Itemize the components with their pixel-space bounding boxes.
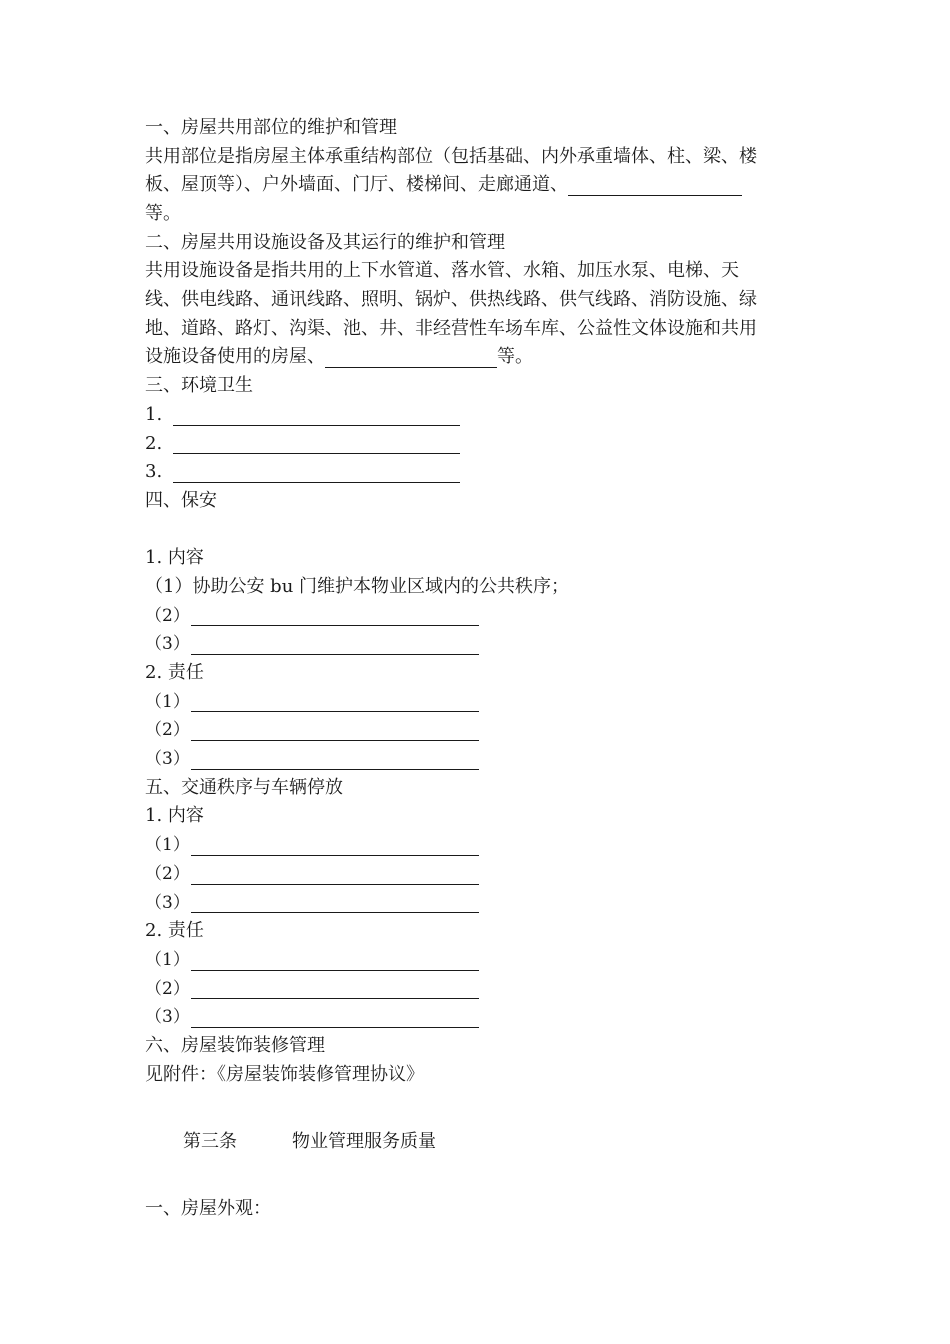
blank-line <box>145 1167 805 1196</box>
section-2-text-line-4-start: 设施设备使用的房屋、 <box>145 346 325 368</box>
article-title: 物业管理服务质量 <box>292 1131 436 1153</box>
item-number: （2） <box>145 863 190 884</box>
section-4-responsibility-item <box>145 716 805 745</box>
section-1-text-line-1: 共用部位是指房屋主体承重结构部位（包括基础、内外承重墙体、柱、梁、楼 <box>145 145 757 167</box>
item-number: （1） <box>145 949 190 970</box>
fill-in-blank[interactable] <box>191 749 479 770</box>
blank-line <box>145 1089 805 1118</box>
item-number: （3） <box>145 634 190 655</box>
section-5-content-item <box>145 831 805 860</box>
section-2-text-line-4-end: 等。 <box>497 346 533 368</box>
fill-in-blank[interactable] <box>191 864 479 885</box>
section-4-content-item <box>145 630 805 659</box>
fill-in-blank[interactable] <box>191 978 479 999</box>
fill-in-blank[interactable] <box>191 835 479 856</box>
item-number: 3. <box>145 461 163 483</box>
quality-section-1-title: 一、房屋外观： <box>145 1198 271 1220</box>
item-number: （2） <box>145 720 190 741</box>
section-3-item <box>145 430 805 459</box>
fill-in-blank[interactable] <box>191 634 479 655</box>
fill-in-blank[interactable] <box>173 433 460 454</box>
blank-line <box>145 516 805 545</box>
section-5-responsibility-item <box>145 1003 805 1032</box>
section-2-text-line-3: 地、道路、路灯、沟渠、池、井、非经营性车场车库、公益性文体设施和共用 <box>145 317 757 339</box>
fill-in-blank[interactable] <box>568 175 742 196</box>
section-4-responsibility-item <box>145 688 805 717</box>
section-6-title: 六、房屋装饰装修管理 <box>145 1034 325 1056</box>
item-number: （3） <box>145 1007 190 1028</box>
section-1-text-line-2 <box>145 171 805 200</box>
item-number: （2） <box>145 605 190 626</box>
fill-in-blank[interactable] <box>191 605 479 626</box>
section-2-text-line-1: 共用设施设备是指共用的上下水管道、落水管、水箱、加压水泵、电梯、天 <box>145 260 739 282</box>
section-4-content-heading: 1. 内容 <box>145 547 204 569</box>
section-5-responsibility-heading: 2. 责任 <box>145 920 204 942</box>
section-5-responsibility-item <box>145 946 805 975</box>
section-4-content-item <box>145 602 805 631</box>
article-heading <box>145 1128 805 1157</box>
fill-in-blank[interactable] <box>191 720 479 741</box>
section-5-content-item <box>145 860 805 889</box>
item-number: （2） <box>145 978 190 999</box>
fill-in-blank[interactable] <box>191 892 479 913</box>
section-6-text: 见附件：《房屋装饰装修管理协议》 <box>145 1063 424 1085</box>
section-3-item <box>145 401 805 430</box>
section-2-text-line-4 <box>145 344 805 373</box>
section-3-item <box>145 458 805 487</box>
section-1-title: 一、房屋共用部位的维护和管理 <box>145 116 397 138</box>
item-number: 2. <box>145 432 163 454</box>
section-5-responsibility-item <box>145 975 805 1004</box>
section-5-content-heading: 1. 内容 <box>145 805 204 827</box>
item-number: （1） <box>145 835 190 856</box>
fill-in-blank[interactable] <box>191 1007 479 1028</box>
fill-in-blank[interactable] <box>173 405 460 426</box>
section-4-responsibility-heading: 2. 责任 <box>145 662 204 684</box>
section-2-title: 二、房屋共用设施设备及其运行的维护和管理 <box>145 231 505 253</box>
section-2-text-line-2: 线、供电线路、通讯线路、照明、锅炉、供热线路、供气线路、消防设施、绿 <box>145 289 757 311</box>
fill-in-blank[interactable] <box>325 347 497 368</box>
fill-in-blank[interactable] <box>191 691 479 712</box>
section-3-title: 三、环境卫生 <box>145 375 253 397</box>
section-4-content-item: （1）协助公安 bu 门维护本物业区域内的公共秩序； <box>145 575 570 597</box>
item-number: （1） <box>145 691 190 712</box>
section-1-text-line-3: 等。 <box>145 203 181 225</box>
section-1-text-line-2-content: 板、屋顶等）、户外墙面、门厅、楼梯间、走廊通道、 <box>145 174 568 196</box>
fill-in-blank[interactable] <box>173 462 460 483</box>
section-4-responsibility-item <box>145 745 805 774</box>
section-5-title: 五、交通秩序与车辆停放 <box>145 776 343 798</box>
fill-in-blank[interactable] <box>191 950 479 971</box>
item-number: （3） <box>145 892 190 913</box>
article-number: 第三条 <box>183 1131 237 1153</box>
section-5-content-item <box>145 889 805 918</box>
item-number: 1. <box>145 403 163 425</box>
item-number: （3） <box>145 749 190 770</box>
section-4-title: 四、保安 <box>145 489 217 511</box>
document-page <box>145 114 805 1224</box>
